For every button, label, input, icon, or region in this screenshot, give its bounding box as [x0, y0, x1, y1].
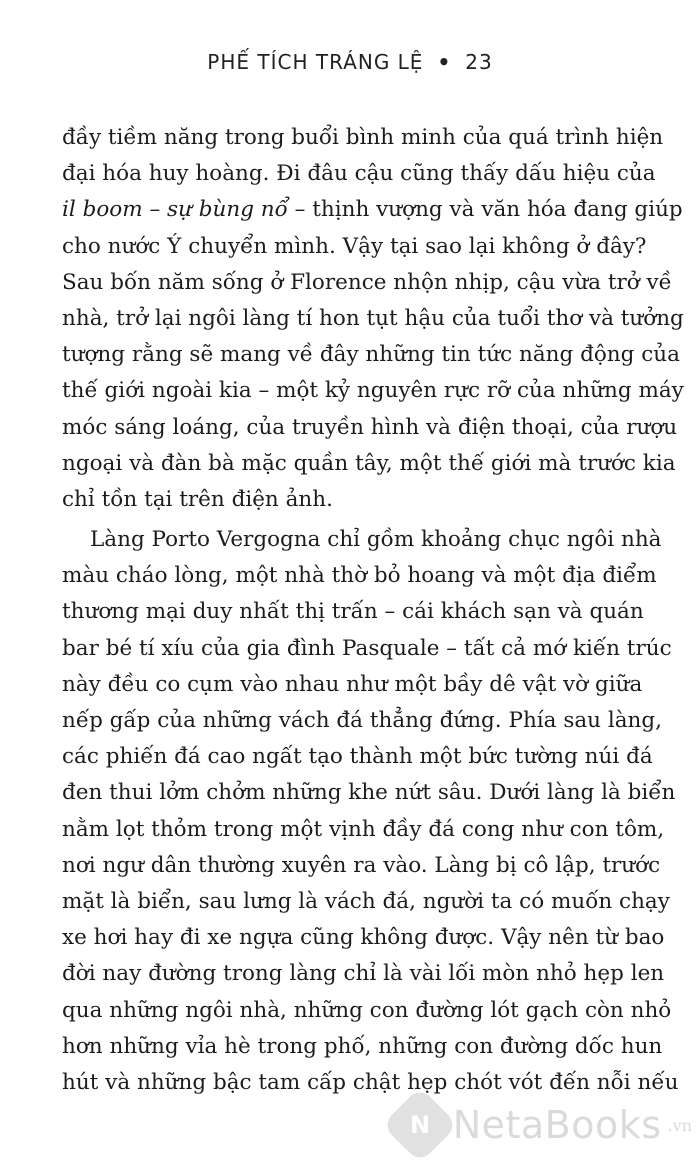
text-line: cho nước Ý chuyển mình. Vậy tại sao lại không ở đây?: [62, 233, 647, 259]
text-line: đại hóa huy hoàng. Đi đâu cậu cũng thấy dấu hiệu của: [62, 161, 656, 187]
text-line: đời nay đường trong làng chỉ là vài lối mòn nhỏ hẹp len: [62, 961, 665, 987]
header-separator: •: [437, 50, 452, 74]
text-line: xe hơi hay đi xe ngựa cũng không được. Vậy nên từ bao: [62, 925, 665, 951]
text-line: nơi ngư dân thường xuyên ra vào. Làng bị cô lập, trước: [62, 852, 661, 878]
text-line: bar bé tí xíu của gia đình Pasquale – tất cả mớ kiến trúc: [62, 635, 672, 661]
text-line: tượng rằng sẽ mang về đây những tin tức năng động của: [62, 342, 680, 368]
italic-phrase: il boom – sự bùng nổ: [62, 197, 288, 223]
text-line: màu cháo lòng, một nhà thờ bỏ hoang và một địa điểm: [62, 563, 657, 589]
text-line: móc sáng loáng, của truyền hình và điện thoại, của rượu: [62, 414, 678, 440]
watermark-logo-letter: N: [409, 1111, 430, 1139]
text-line: nhà, trở lại ngôi làng tí hon tụt hậu của tuổi thơ và tưởng: [62, 305, 684, 331]
body-text: [62, 120, 684, 1101]
text-line: các phiến đá cao ngất tạo thành một bức tường núi đá: [62, 744, 653, 770]
text-line: thương mại duy nhất thị trấn – cái khách sạn và quán: [62, 599, 644, 625]
text-line: Sau bốn năm sống ở Florence nhộn nhịp, cậu vừa trở về: [62, 269, 672, 295]
text-line: mặt là biển, sau lưng là vách đá, người ta có muốn chạy: [62, 888, 670, 914]
text-line: chỉ tồn tại trên điện ảnh.: [62, 486, 333, 512]
book-title: PHẾ TÍCH TRÁNG LỆ: [207, 50, 424, 74]
text-run: – thịnh vượng và văn hóa đang giúp: [287, 197, 683, 223]
text-line: nằm lọt thỏm trong một vịnh đầy đá cong như con tôm,: [62, 816, 665, 842]
text-line: ngoại và đàn bà mặc quần tây, một thế giới mà trước kia: [62, 450, 676, 476]
text-line: này đều co cụm vào nhau như một bầy dê vật vờ giữa: [62, 671, 643, 697]
watermark-logo-icon: [382, 1087, 458, 1163]
text-line: hút và những bậc tam cấp chật hẹp chót vót đến nỗi nếu: [62, 1069, 679, 1095]
watermark-suffix: .vn: [667, 1115, 692, 1135]
text-line: hơn những vỉa hè trong phố, những con đường dốc hun: [62, 1033, 663, 1059]
page-number: 23: [465, 50, 493, 74]
watermark: [393, 1098, 692, 1152]
text-line: Làng Porto Vergogna chỉ gồm khoảng chục ngôi nhà: [90, 527, 662, 553]
running-head: [0, 50, 700, 74]
text-line: nếp gấp của những vách đá thẳng đứng. Phía sau làng,: [62, 708, 662, 733]
text-line: đầy tiềm năng trong buổi bình minh của quá trình hiện: [62, 125, 664, 150]
text-line: [62, 192, 683, 228]
watermark-brand: NetaBooks: [452, 1103, 662, 1147]
text-line: thế giới ngoài kia – một kỷ nguyên rực rỡ của những máy: [62, 378, 684, 404]
text-line: đen thui lởm chởm những khe nứt sâu. Dưới làng là biển: [62, 780, 676, 806]
text-line: qua những ngôi nhà, những con đường lót gạch còn nhỏ: [62, 997, 672, 1023]
